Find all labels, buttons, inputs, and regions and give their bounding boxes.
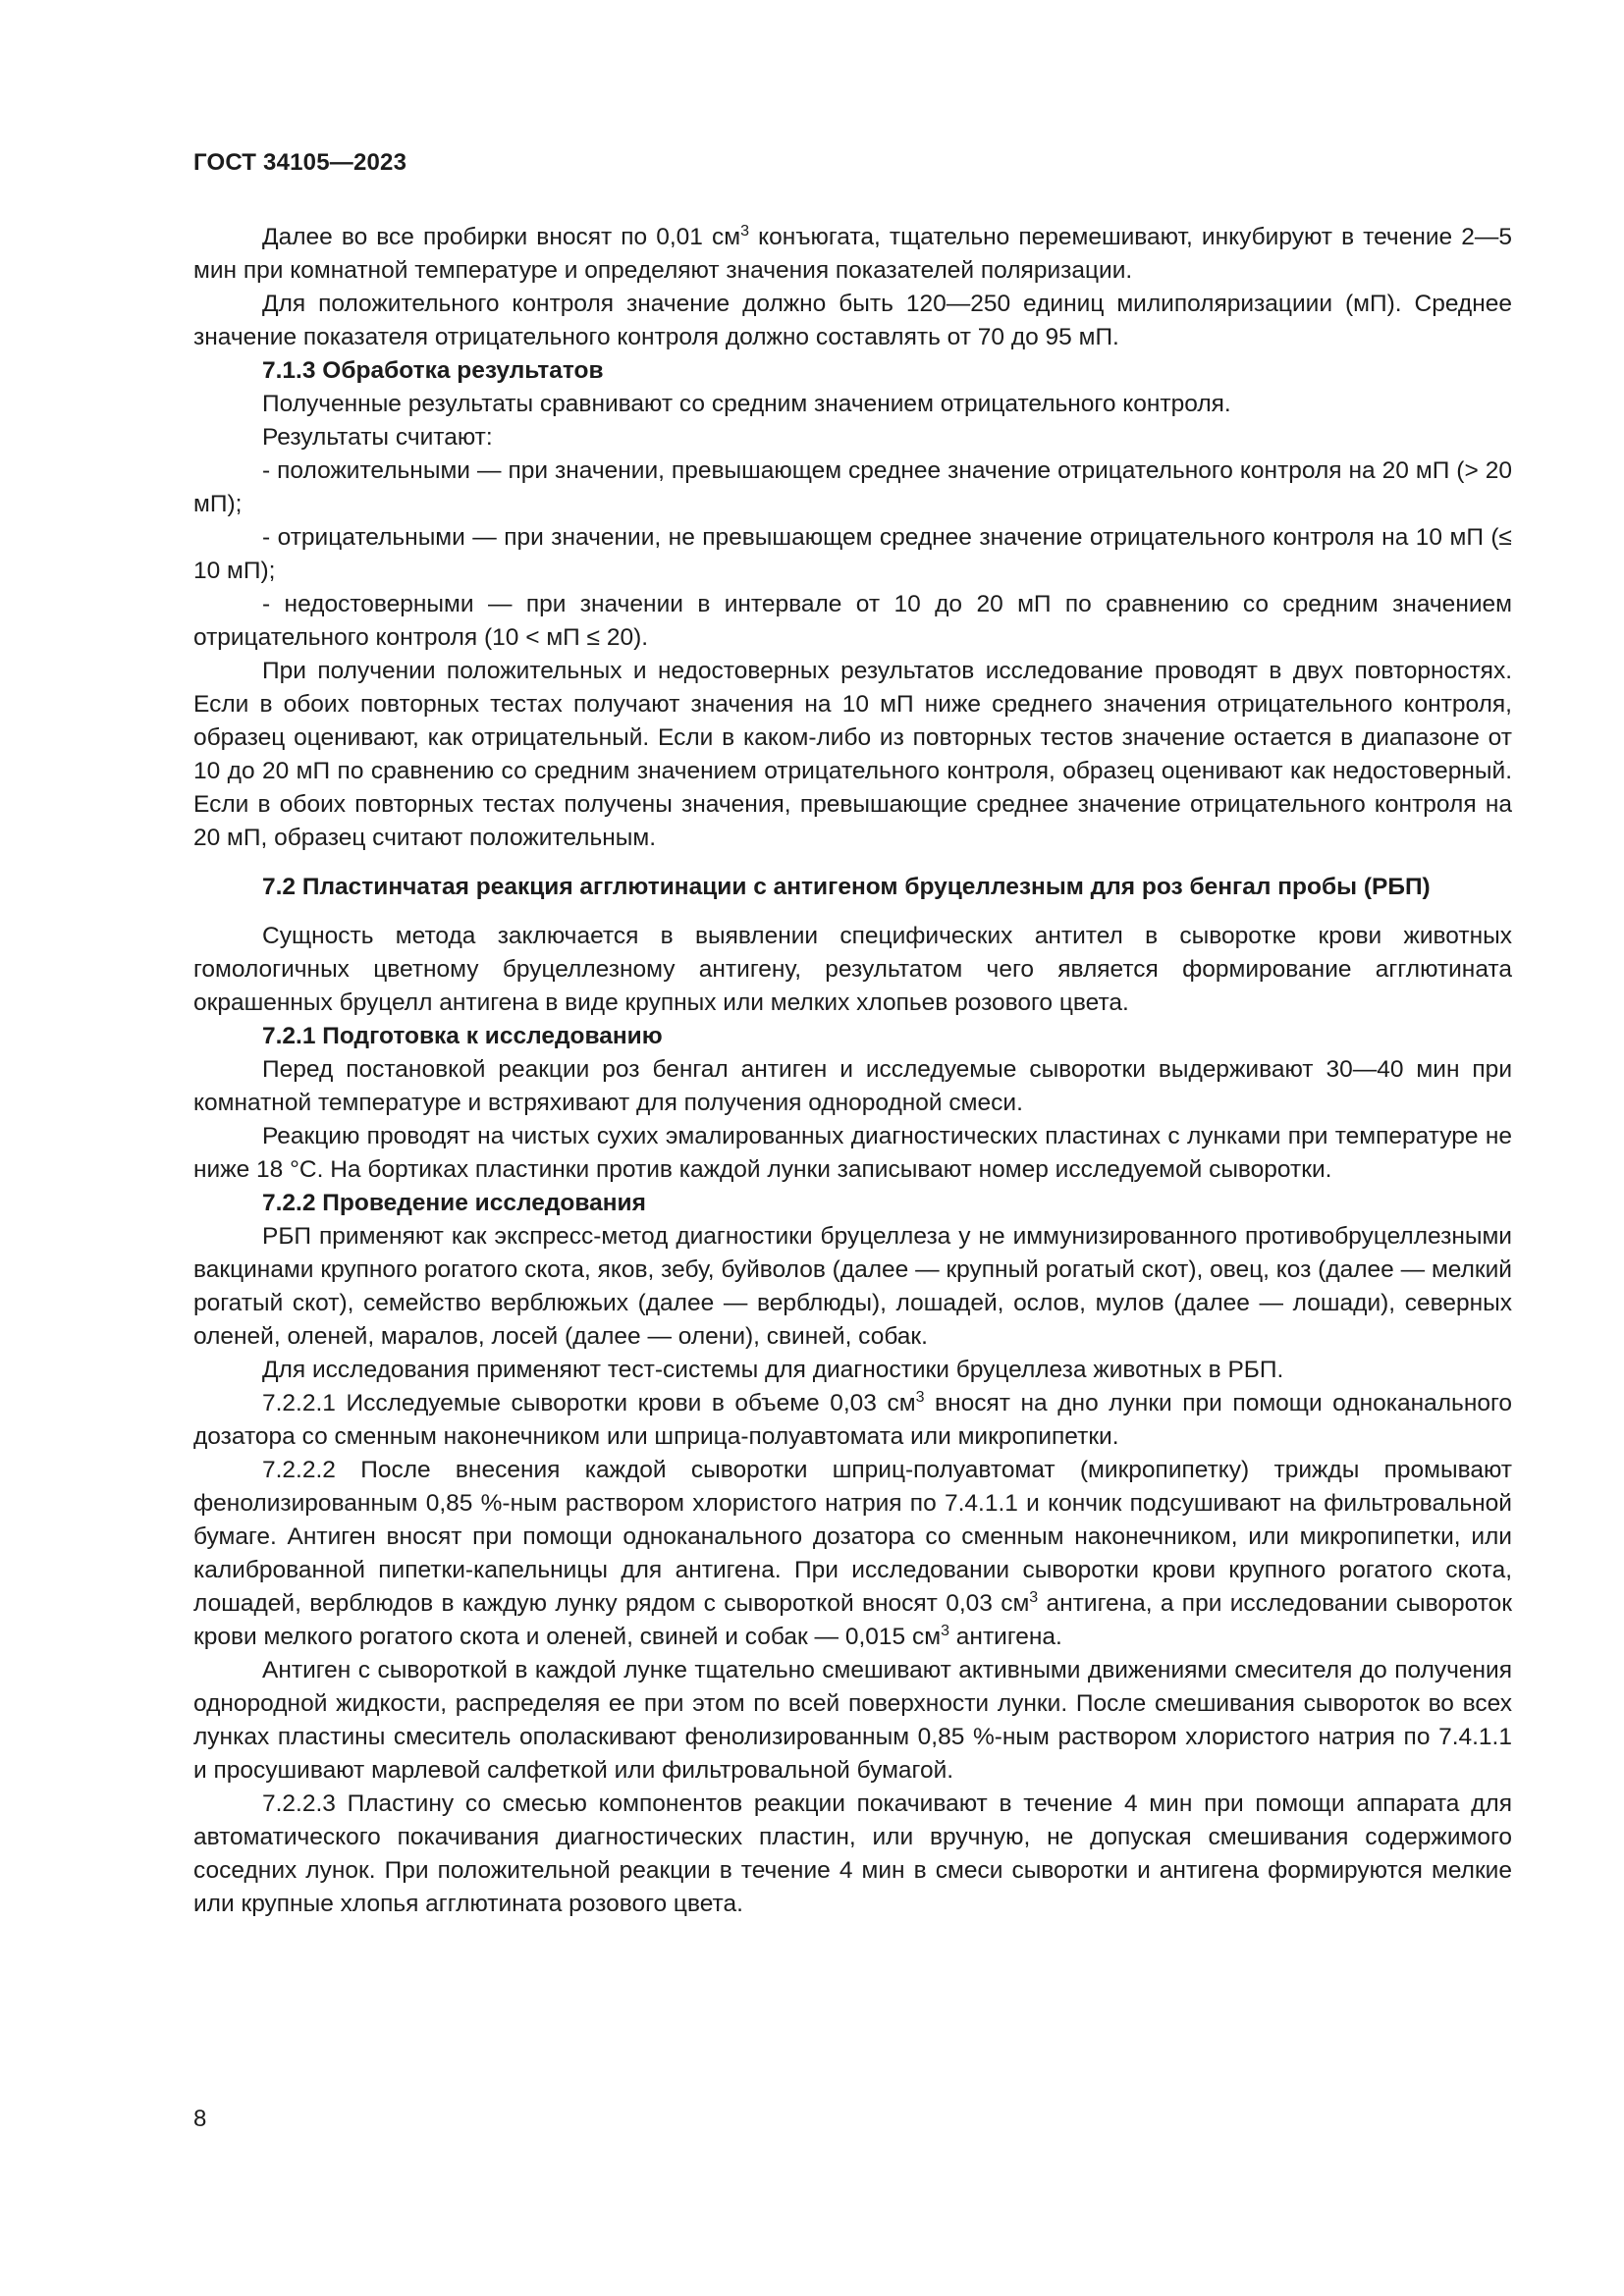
paragraph: Для исследования применяют тест-системы для диагностики бруцеллеза животных в РБП. xyxy=(262,1357,1284,1383)
paragraph: Полученные результаты сравнивают со средним значением отрицательного контроля. xyxy=(262,391,1231,417)
paragraph: РБП применяют как экспресс-метод диагностики бруцеллеза у не иммунизированного противобруцеллезными вакцинами крупного рогатого скота, яков, зебу, буйволов (далее — крупный рогатый скот), овец, коз (далее — мелкий рогатый скот), семейство верблюжьих (далее — верблюды), лошадей, ослов, мулов (далее — лошади), северных оленей, оленей, маралов, лосей (далее — олени), свиней, собак. xyxy=(193,1223,1512,1350)
paragraph: 7.2.2.3 Пластину со смесью компонентов реакции покачивают в течение 4 мин при помощи аппарата для автоматического покачивания диагностических пластин, или вручную, не допуская смешивания содержимого соседних лунок. При положительной реакции в течение 4 мин в смеси сыворотки и антигена формируются мелкие или крупные хлопья агглютината розового цвета. xyxy=(193,1790,1512,1917)
paragraph: Сущность метода заключается в выявлении специфических антител в сыворотке крови животных гомологичных цветному бруцеллезному антигену, результатом чего является формирование агглютината окрашенных бруцелл антигена в виде крупных или мелких хлопьев розового цвета. xyxy=(193,923,1512,1016)
list-item: - отрицательными — при значении, не превышающем среднее значение отрицательного контроля на 10 мП (≤ 10 мП); xyxy=(193,524,1512,584)
document-header: ГОСТ 34105—2023 xyxy=(193,149,407,176)
paragraph: При получении положительных и недостоверных результатов исследование проводят в двух повторностях. Если в обоих повторных тестах получают значения на 10 мП ниже среднего значения отрицательного контроля, образец оценивают, как отрицательный. Если в каком-либо из повторных тестов значение остается в диапазоне от 10 до 20 мП по сравнению со средним значением отрицательного контроля, образец оценивают как недостоверный. Если в обоих повторных тестах получены значения, превышающие среднее значение отрицательного контроля на 20 мП, образец считают положительным. xyxy=(193,658,1512,851)
section-heading-7-2-1: 7.2.1 Подготовка к исследованию xyxy=(262,1023,663,1049)
section-heading-7-2: 7.2 Пластинчатая реакция агглютинации с антигеном бруцеллезным для роз бенгал пробы (РБП) xyxy=(262,874,1431,900)
document-body xyxy=(193,221,1512,1921)
paragraph: Для положительного контроля значение должно быть 120—250 единиц милиполяризациии (мП). Среднее значение показателя отрицательного контроля должно составлять от 70 до 95 мП. xyxy=(193,291,1512,350)
paragraph: Реакцию проводят на чистых сухих эмалированных диагностических пластинах с лунками при температуре не ниже 18 °С. На бортиках пластинки против каждой лунки записывают номер исследуемой сыворотки. xyxy=(193,1123,1512,1183)
list-item: - недостоверными — при значении в интервале от 10 до 20 мП по сравнению со средним значением отрицательного контроля (10 < мП ≤ 20). xyxy=(193,591,1512,651)
section-heading-7-2-2: 7.2.2 Проведение исследования xyxy=(262,1190,646,1216)
paragraph: Результаты считают: xyxy=(262,424,493,451)
paragraph: 7.2.2.1 Исследуемые сыворотки крови в объеме 0,03 $см^3$ вносят на дно лунки при помощи одноканального дозатора со сменным наконечником или шприца-полуавтомата или микропипетки. xyxy=(193,1389,1513,1450)
paragraph: Антиген с сывороткой в каждой лунке тщательно смешивают активными движениями смесителя до получения однородной жидкости, распределяя ее при этом по всей поверхности лунки. После смешивания сывороток во всех лунках пластины смеситель ополаскивают фенолизированным 0,85 %-ным раствором хлористого натрия по 7.4.1.1 и просушивают марлевой салфеткой или фильтровальной бумагой. xyxy=(193,1657,1512,1784)
page-number: 8 xyxy=(193,2106,207,2132)
paragraph: 7.2.2.2 После внесения каждой сыворотки шприц-полуавтомат (микропипетку) трижды промывают фенолизированным 0,85 %-ным раствором хлористого натрия по 7.4.1.1 и кончик подсушивают на фильтровальной бумаге. Антиген вносят при помощи одноканального дозатора со сменным наконечником, или микропипетки, или калиброванной пипетки-капельницы для антигена. При исследовании сыворотки крови крупного рогатого скота, лошадей, верблюдов в каждую лунку рядом с сывороткой вносят 0,03 $см^3$ антигена, а при исследовании сывороток крови мелкого рогатого скота и оленей, свиней и собак — 0,015 $см^3$ антигена. xyxy=(193,1457,1512,1650)
paragraph: Далее во все пробирки вносят по 0,01 $см^3$ конъюгата, тщательно перемешивают, инкубируют в течение 2—5 мин при комнатной температуре и определяют значения показателей поляризации. xyxy=(193,223,1512,284)
paragraph: Перед постановкой реакции роз бенгал антиген и исследуемые сыворотки выдерживают 30—40 мин при комнатной температуре и встряхивают для получения однородной смеси. xyxy=(193,1056,1512,1116)
section-heading-7-1-3: 7.1.3 Обработка результатов xyxy=(262,357,604,384)
list-item: - положительными — при значении, превышающем среднее значение отрицательного контроля на 20 мП (> 20 мП); xyxy=(193,457,1512,517)
